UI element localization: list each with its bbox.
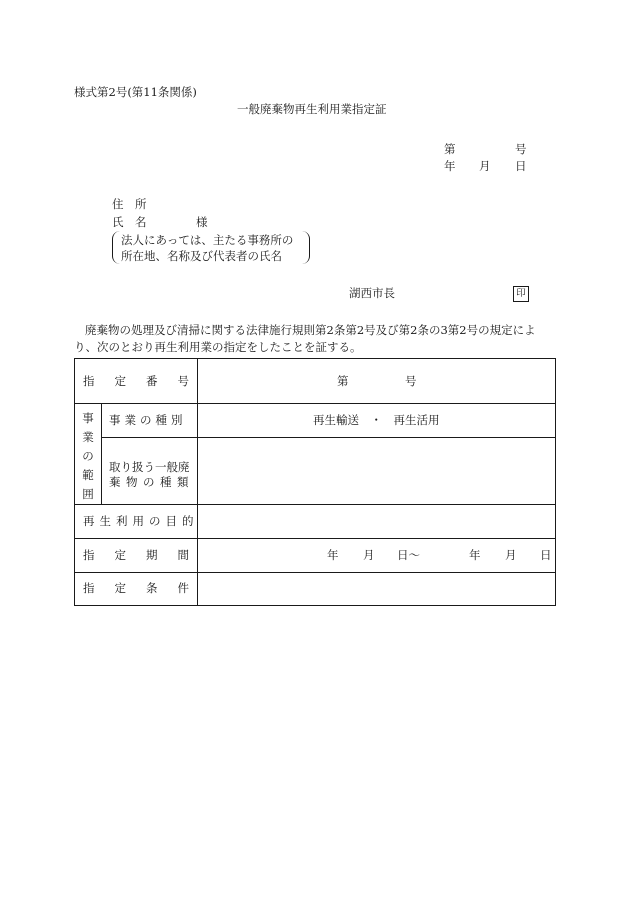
corporate-note-line1: 法人にあっては、主たる事務所の: [121, 233, 294, 247]
issuer-name: 湖西市長: [349, 286, 395, 300]
business-type-value: 再生輸送 ・ 再生活用: [313, 413, 440, 427]
waste-type-label-line2: 棄物の種類: [109, 475, 194, 489]
honorific: 様: [196, 215, 208, 229]
business-scope-char-5: 囲: [82, 487, 94, 501]
doc-number-suffix: 号: [515, 142, 527, 156]
waste-type-label-line1: 取り扱う一般廃: [109, 460, 190, 474]
period-to-day: 日: [540, 548, 552, 562]
document-title: 一般廃棄物再生利用業指定証: [237, 102, 387, 116]
designation-number-prefix: 第: [337, 374, 349, 388]
business-scope-char-1: 事: [82, 411, 94, 425]
period-from-month: 月: [363, 548, 375, 562]
period-to-year: 年: [469, 548, 481, 562]
designation-number-suffix: 号: [405, 374, 417, 388]
period-to-month: 月: [505, 548, 517, 562]
business-scope-char-4: 範: [82, 468, 94, 482]
body-text-line1: 廃棄物の処理及び清掃に関する法律施行規則第2条第2号及び第2条の3第2号の規定によ: [85, 323, 536, 337]
period-from-year: 年: [327, 548, 339, 562]
issue-date-day: 日: [515, 159, 527, 173]
issue-date-year: 年: [444, 159, 456, 173]
conditions-label: 指 定 条 件: [83, 581, 189, 595]
corporate-note-line2: 所在地、名称及び代表者の氏名: [121, 249, 282, 263]
designation-number-label: 指 定 番 号: [83, 374, 189, 388]
doc-number-prefix: 第: [444, 142, 456, 156]
seal-mark: 印: [513, 286, 529, 302]
period-from-day: 日〜: [397, 548, 420, 562]
purpose-label: 再生利用の目的: [83, 514, 199, 528]
period-label: 指 定 期 間: [83, 548, 189, 562]
body-text-line2: り、次のとおり再生利用業の指定をしたことを証する。: [74, 340, 362, 354]
business-type-label: 事業の種別: [109, 413, 187, 427]
business-scope-char-2: 業: [82, 430, 94, 444]
business-scope-char-3: の: [82, 449, 94, 463]
address-label: 住 所: [112, 197, 147, 211]
name-label: 氏 名: [112, 215, 147, 229]
form-number: 様式第2号(第11条関係): [74, 85, 197, 99]
issue-date-month: 月: [479, 159, 491, 173]
designation-table: [74, 358, 556, 606]
